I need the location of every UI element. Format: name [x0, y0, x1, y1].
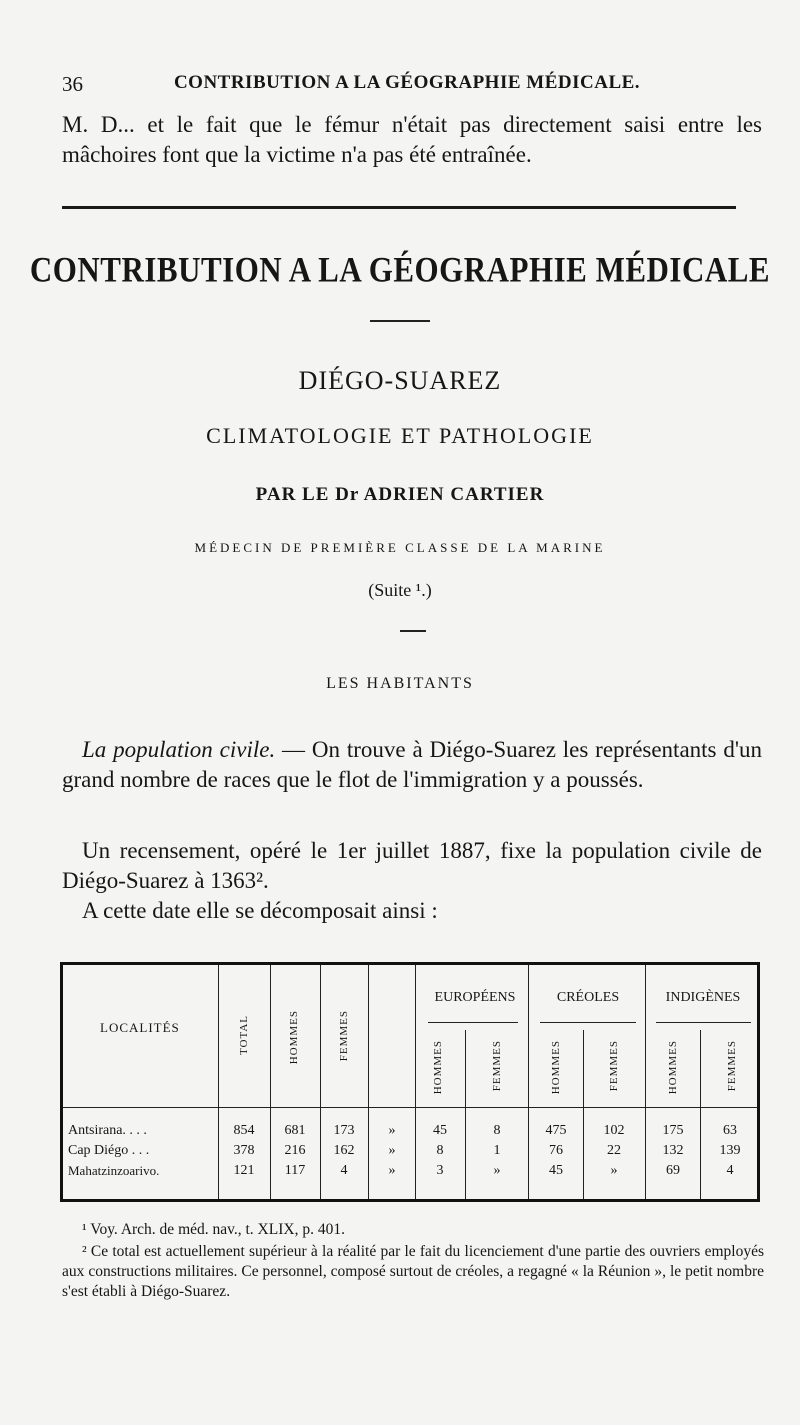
row-in-femmes: 63 — [723, 1123, 737, 1138]
sub-europeens-femmes: FEMMES — [491, 1040, 503, 1092]
title-rule — [370, 320, 430, 322]
row-in-hommes: 69 — [666, 1163, 680, 1178]
row-empty: » — [388, 1143, 396, 1158]
row-eu-femmes: » — [493, 1163, 501, 1178]
author-role: MÉDECIN DE PREMIÈRE CLASSE DE LA MARINE — [194, 540, 606, 555]
row-cr-hommes: 76 — [549, 1143, 563, 1158]
row-femmes: 4 — [340, 1163, 348, 1178]
group-europeens: EUROPÉENS — [434, 990, 516, 1005]
row-total: 121 — [233, 1163, 255, 1178]
row-in-hommes: 175 — [662, 1123, 684, 1138]
running-title: CONTRIBUTION A LA GÉOGRAPHIE MÉDICALE. — [173, 72, 641, 93]
paragraph-text: — On trouve à Diégo-Suarez les représentants d'un grand nombre de races que le flot de l'immigration y a poussés. — [62, 737, 762, 792]
subject-title: CLIMATOLOGIE ET PATHOLOGIE — [206, 423, 594, 448]
row-cr-femmes: » — [610, 1163, 618, 1178]
header-localites: LOCALITÉS — [100, 1020, 180, 1035]
row-locality: Cap Diégo . . . — [68, 1143, 150, 1158]
sub-creoles-femmes: FEMMES — [608, 1040, 620, 1092]
place-title: DIÉGO-SUAREZ — [298, 366, 502, 395]
body-paragraph-2: Un recensement, opéré le 1er juillet 1887, fixe la population civile de Diégo-Suarez à 1363². — [62, 838, 762, 893]
running-head — [62, 72, 752, 102]
row-locality: Mahatzinzoarivo. — [68, 1163, 160, 1178]
paragraph-lead-in: La population civile. — [82, 737, 276, 762]
header-total: TOTAL — [238, 1015, 250, 1055]
author-line: PAR LE Dr ADRIEN CARTIER — [255, 484, 545, 505]
section-divider — [62, 206, 736, 209]
short-divider — [400, 630, 426, 632]
continued-note: (Suite ¹.) — [368, 580, 432, 600]
row-locality: Antsirana. . . . — [68, 1123, 147, 1138]
row-eu-femmes: 8 — [493, 1123, 501, 1138]
row-femmes: 173 — [333, 1123, 355, 1138]
footnote-2: ² Ce total est actuellement supérieur à la réalité par le fait du licenciement d'une partie des ouvriers employés aux constructions militaires. Ce personnel, composé surtout de créoles, a regagné « la Réunion », le petit nombre s'est établi à Diégo-Suarez. — [62, 1243, 764, 1300]
section-title: LES HABITANTS — [326, 675, 474, 692]
sub-creoles-hommes: HOMMES — [550, 1040, 562, 1095]
footnote-1: ¹ Voy. Arch. de méd. nav., t. XLIX, p. 401. — [82, 1221, 345, 1238]
row-hommes: 216 — [284, 1143, 306, 1158]
row-hommes: 117 — [284, 1163, 306, 1178]
row-hommes: 681 — [284, 1123, 306, 1138]
page-number: 36 — [62, 72, 83, 96]
body-paragraph-3: A cette date elle se décomposait ainsi : — [82, 898, 438, 923]
sub-indigenes-femmes: FEMMES — [726, 1040, 738, 1092]
row-femmes: 162 — [333, 1143, 355, 1158]
row-eu-hommes: 8 — [436, 1143, 444, 1158]
article-title: CONTRIBUTION A LA GÉOGRAPHIE MÉDICALE — [29, 249, 771, 290]
row-total: 854 — [233, 1123, 255, 1138]
row-cr-femmes: 22 — [607, 1143, 621, 1158]
row-in-femmes: 139 — [719, 1143, 741, 1158]
row-cr-femmes: 102 — [603, 1123, 625, 1138]
group-indigenes: INDIGÈNES — [665, 990, 741, 1005]
row-total: 378 — [233, 1143, 255, 1158]
header-femmes: FEMMES — [338, 1010, 350, 1062]
row-cr-hommes: 45 — [549, 1163, 563, 1178]
row-in-femmes: 4 — [726, 1163, 734, 1178]
row-empty: » — [388, 1163, 396, 1178]
row-in-hommes: 132 — [662, 1143, 684, 1158]
sub-indigenes-hommes: HOMMES — [667, 1040, 679, 1095]
row-cr-hommes: 475 — [545, 1123, 567, 1138]
body-paragraph-1 — [62, 735, 762, 794]
row-empty: » — [388, 1123, 396, 1138]
header-hommes: HOMMES — [288, 1010, 300, 1065]
row-eu-hommes: 3 — [436, 1163, 444, 1178]
row-eu-hommes: 45 — [433, 1123, 447, 1138]
intro-paragraph: M. D... et le fait que le fémur n'était pas directement saisi entre les mâchoires font que la victime n'a pas été entraînée. — [62, 112, 762, 167]
group-creoles: CRÉOLES — [556, 990, 620, 1005]
row-eu-femmes: 1 — [493, 1143, 501, 1158]
sub-europeens-hommes: HOMMES — [432, 1040, 444, 1095]
